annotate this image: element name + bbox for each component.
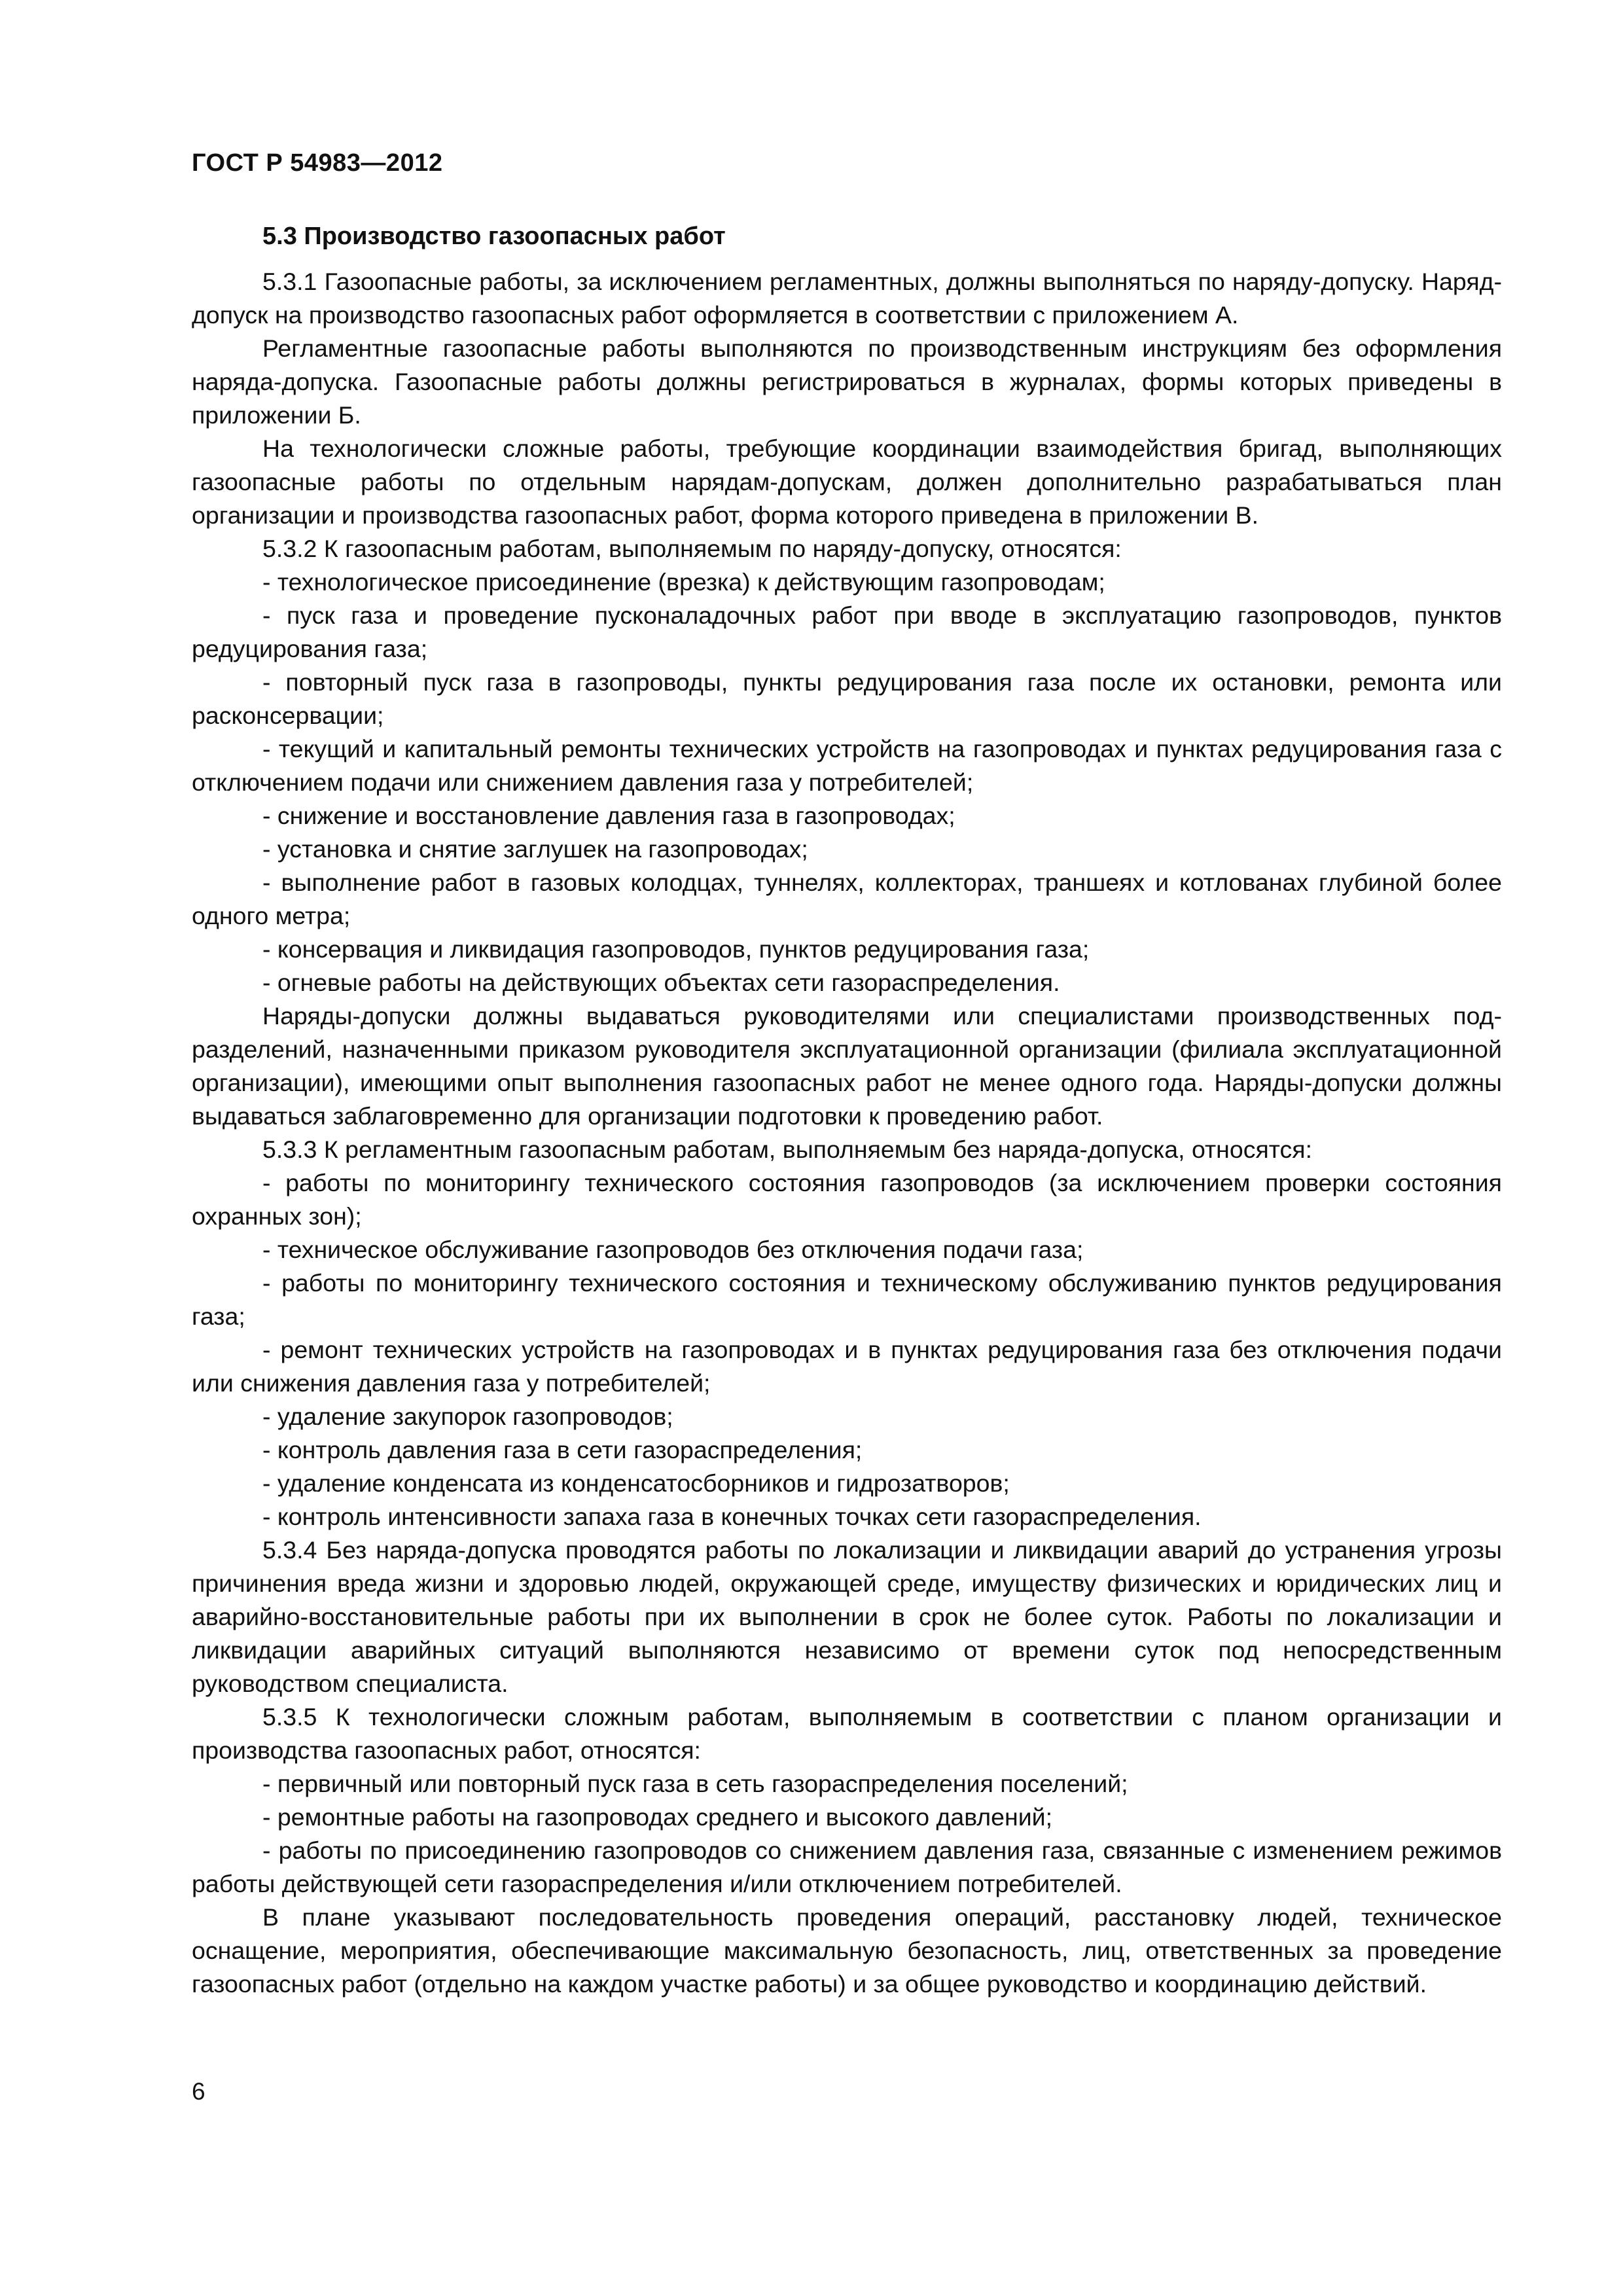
list-item: - пуск газа и проведение пусконаладочных работ при вводе в эксплуатацию газопроводов, пунктов редуцирования газа;	[192, 601, 1502, 662]
list-item: - контроль интенсивности запаха газа в конечных точках сети газораспределения.	[262, 1503, 1202, 1530]
paragraph: 5.3.4 Без наряда-допуска проводятся работы по локализации и ликвидации аварий до устранения угрозы причинения вреда жизни и здоровью людей, окружающей среде, имуществу физических и юридических лиц и аварийно-восстановительные работы при их выполнении в срок не более суток. Работы по локализации и ликвидации аварийных ситуаций выполняются независимо от времени суток под непосредственным руководством специалиста.	[192, 1536, 1502, 1697]
paragraph: 5.3.3 К регламентным газоопасным работам, выполняемым без наряда-допуска, относятся:	[262, 1136, 1313, 1163]
paragraph: На технологически сложные работы, требующие координации взаимодействия бригад, выполняющих газоопасные работы по отдельным нарядам-допускам, должен дополнительно разрабатываться план организации и производства газоопасных работ, форма которого приведена в приложении В.	[192, 435, 1502, 529]
list-item: - контроль давления газа в сети газораспределения;	[262, 1436, 863, 1463]
list-item: - работы по присоединению газопроводов со снижением давления газа, связанные с изменением режимов работы действующей сети газораспределения и/или отключением потребителей.	[192, 1837, 1502, 1897]
list-item: - техническое обслуживание газопроводов без отключения подачи газа;	[262, 1236, 1084, 1263]
list-item: - работы по мониторингу технического состояния газопроводов (за исключением проверки состояния охранных зон);	[192, 1169, 1502, 1230]
list-item: - консервация и ликвидация газопроводов, пунктов редуцирования газа;	[262, 935, 1090, 963]
list-item: - удаление конденсата из конденсатосборников и гидрозатворов;	[262, 1469, 1010, 1497]
paragraph: В плане указывают последовательность проведения операций, расстановку людей, техническое оснащение, мероприятия, обеспечивающие максимальную безопасность, лиц, ответственных за проведение газоопасных работ (отдельно на каждом участке работы) и за общее руководство и координацию действий.	[192, 1903, 1502, 1998]
list-item: - текущий и капитальный ремонты технических устройств на газопроводах и пунктах редуцирования газа с отключением подачи или снижением давления газа у потребителей;	[192, 735, 1502, 796]
list-item: - первичный или повторный пуск газа в сеть газораспределения поселений;	[262, 1770, 1128, 1797]
list-item: - удаление закупорок газопроводов;	[262, 1403, 673, 1430]
paragraph: Наряды-допуски должны выдаваться руководителями или специалистами производственных подразделений, назначенными приказом руководителя эксплуатационной организации (филиала эксплуатационной организации), имеющими опыт выполнения газоопасных работ не менее одного года. Наряды-допуски должны выдаваться заблаговременно для организации подготовки к проведению работ.	[192, 1002, 1502, 1130]
standard-header: ГОСТ Р 54983—2012	[192, 149, 443, 177]
paragraph: 5.3.2 К газоопасным работам, выполняемым по наряду-допуску, относятся:	[262, 535, 1122, 562]
paragraph: 5.3.5 К технологически сложным работам, выполняемым в соответствии с планом организации и производства газоопасных работ, относятся:	[192, 1703, 1502, 1764]
list-item: - выполнение работ в газовых колодцах, туннелях, коллекторах, траншеях и котлованах глубиной более одного метра;	[192, 869, 1502, 929]
list-item: - ремонтные работы на газопроводах среднего и высокого давлений;	[262, 1803, 1053, 1831]
list-item: - технологическое присоединение (врезка) к действующим газопроводам;	[262, 568, 1105, 596]
list-item: - установка и снятие заглушек на газопроводах;	[262, 835, 808, 863]
list-item: - огневые работы на действующих объектах сети газораспределения.	[262, 969, 1060, 996]
body-text	[192, 265, 1502, 2001]
paragraph: Регламентные газоопасные работы выполняются по производственным инструкциям без оформления наряда-допуска. Газоопасные работы должны регистрироваться в журналах, формы которых приведены в приложении Б.	[192, 334, 1502, 429]
list-item: - ремонт технических устройств на газопроводах и в пунктах редуцирования газа без отключения подачи или снижения давления газа у потребителей;	[192, 1336, 1502, 1397]
list-item: - работы по мониторингу технического состояния и техническому обслуживанию пунктов редуцирования газа;	[192, 1269, 1502, 1330]
list-item: - снижение и восстановление давления газа в газопроводах;	[262, 802, 955, 829]
paragraph: 5.3.1 Газоопасные работы, за исключением регламентных, должны выполняться по наряду-допуску. Наряд-допуск на производство газоопасных работ оформляется в соответствии с приложением А.	[192, 268, 1502, 329]
page-number: 6	[192, 2078, 205, 2105]
section-title: 5.3 Производство газоопасных работ	[262, 223, 726, 250]
list-item: - повторный пуск газа в газопроводы, пункты редуцирования газа после их остановки, ремонта или расконсервации;	[192, 668, 1502, 729]
